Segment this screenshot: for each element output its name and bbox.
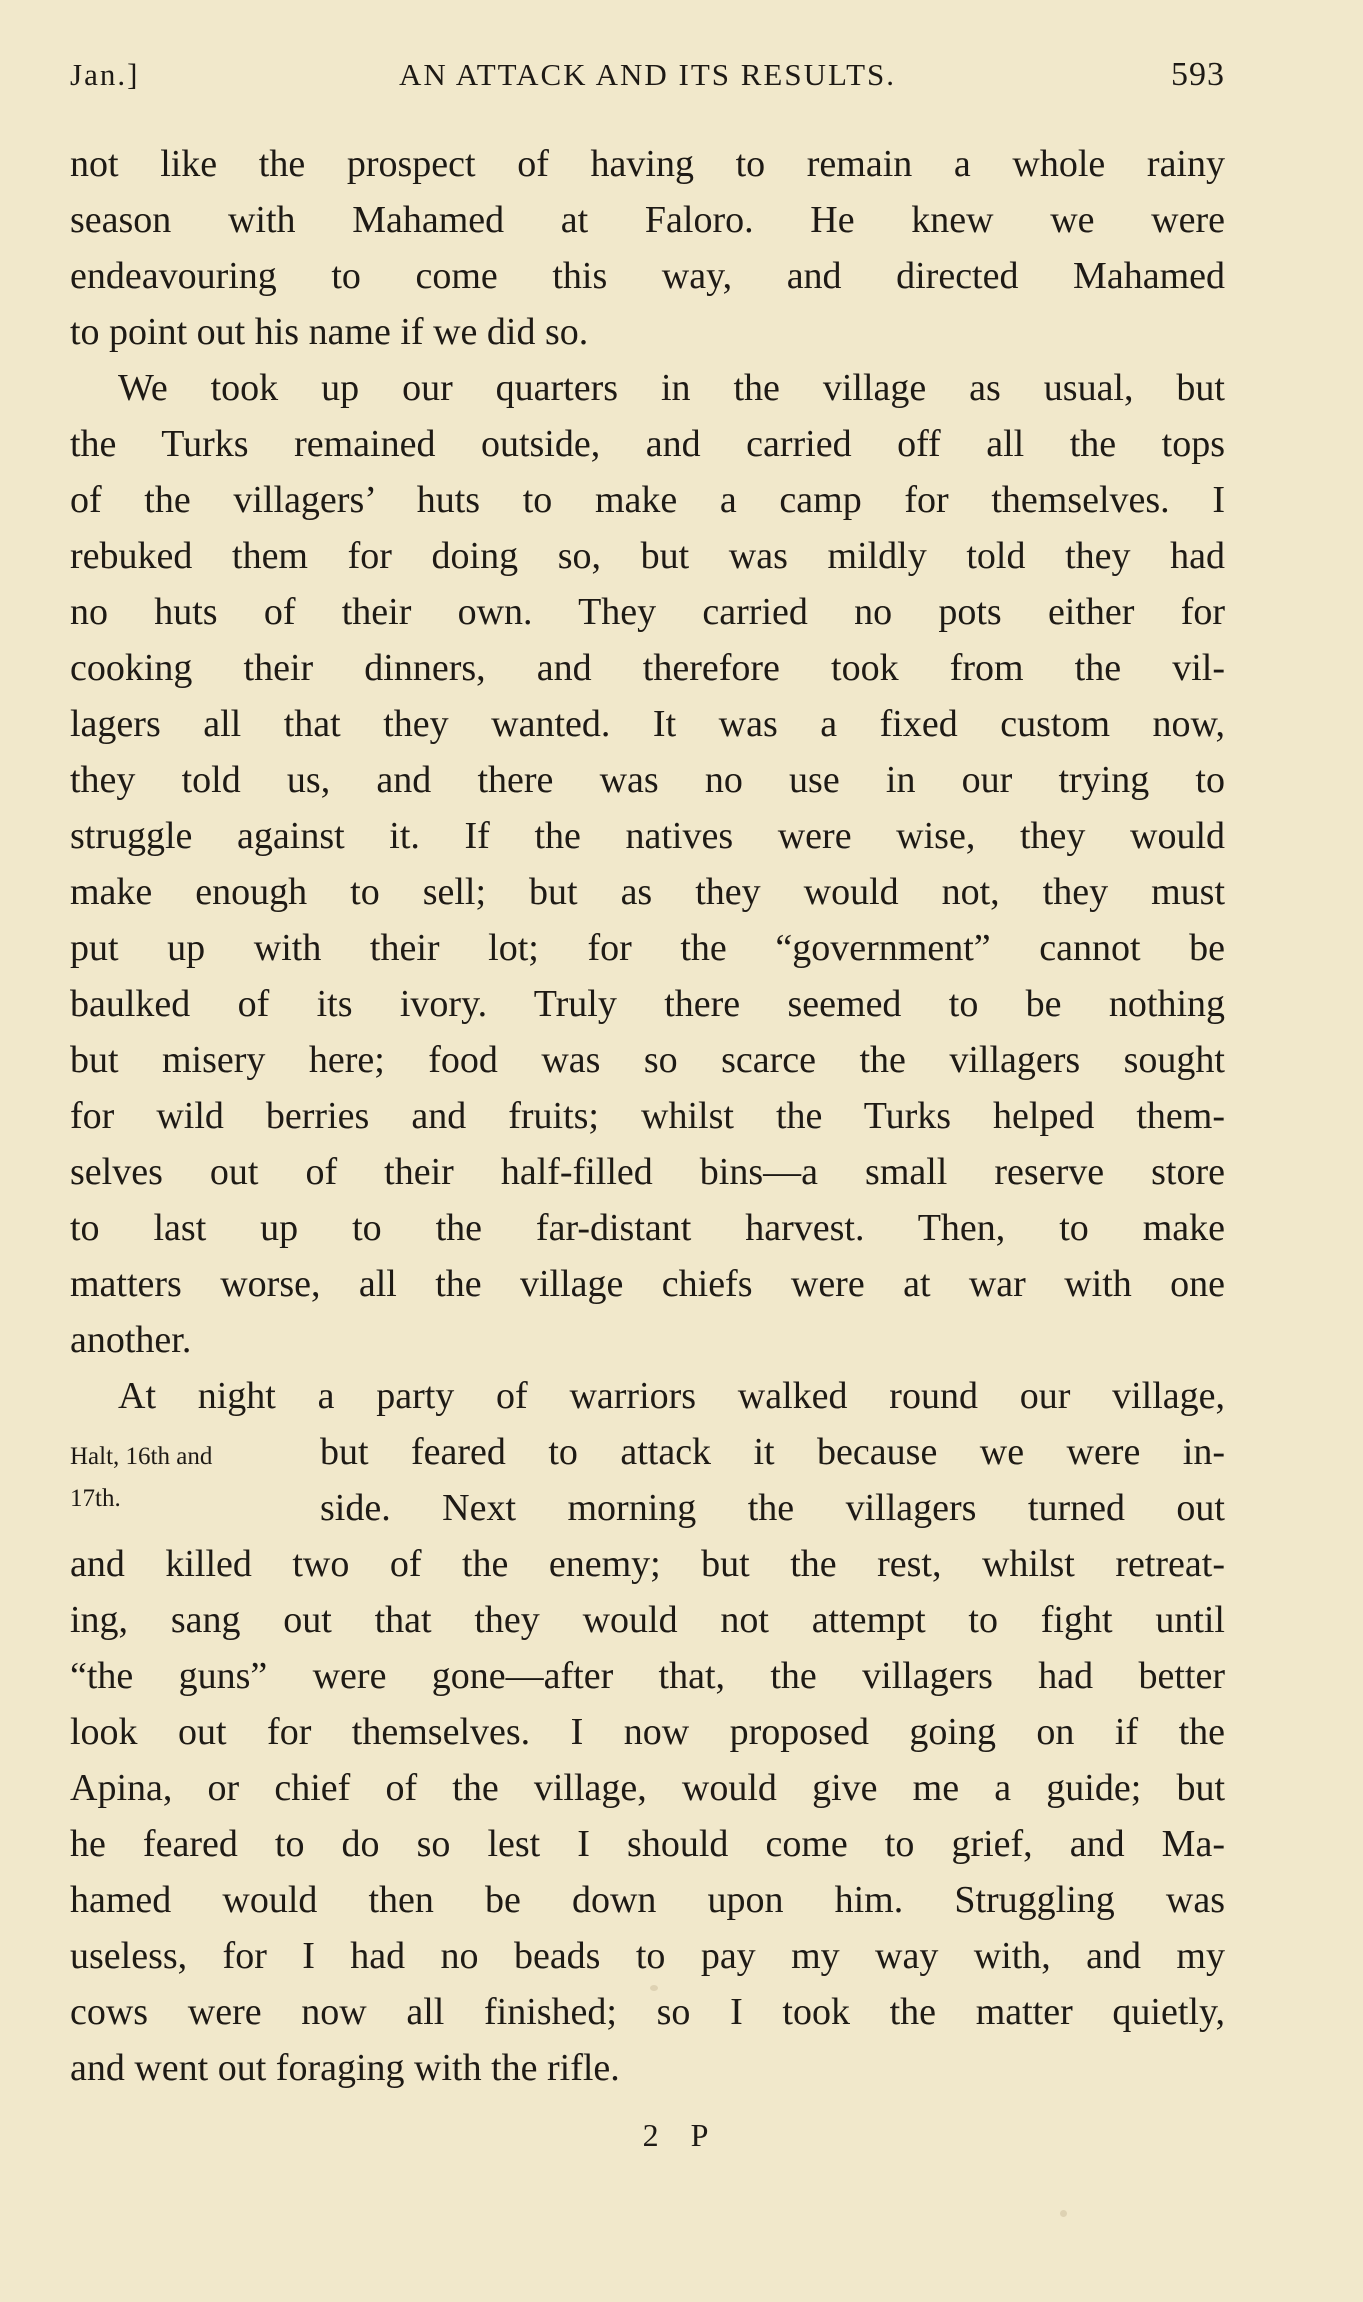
text-line: cows were now all finished; so I took the matter quietly, [70,1991,1225,2033]
paper-blemish [1060,2210,1067,2217]
text-line: baulked of its ivory. Truly there seemed to be nothing [70,983,1225,1025]
text-line: ing, sang out that they would not attempt to fight until [70,1599,1225,1641]
text-line: and killed two of the enemy; but the rest, whilst retreat- [70,1543,1225,1585]
text-line: the Turks remained outside, and carried off all the tops [70,423,1225,465]
paragraph-start-line: At night a party of warriors walked round our village, [118,1375,1225,1417]
text-line: no huts of their own. They carried no pots either for [70,591,1225,633]
text-line: season with Mahamed at Faloro. He knew we were [70,199,1225,241]
text-line: look out for themselves. I now proposed going on if the [70,1711,1225,1753]
running-head [70,50,1225,100]
body-text [70,136,1225,2096]
text-line: not like the prospect of having to remain a whole rainy [70,143,1225,185]
text-line: useless, for I had no beads to pay my way with, and my [70,1935,1225,1977]
text-line: matters worse, all the village chiefs were at war with one [70,1263,1225,1305]
text-line: hamed would then be down upon him. Struggling was [70,1879,1225,1921]
text-line: Apina, or chief of the village, would give me a guide; but [70,1767,1225,1809]
text-line: another. [70,1319,192,1361]
text-line: he feared to do so lest I should come to grief, and Ma- [70,1823,1225,1865]
text-line: endeavouring to come this way, and directed Mahamed [70,255,1225,297]
text-line: struggle against it. If the natives were wise, they would [70,815,1225,857]
margin-note [70,1436,270,1520]
margin-note-line: 17th. [70,1485,121,1512]
text-line: put up with their lot; for the “government” cannot be [70,927,1225,969]
text-line: for wild berries and fruits; whilst the Turks helped them- [70,1095,1225,1137]
text-line: “the guns” were gone—after that, the villagers had better [70,1655,1225,1697]
running-head-title: AN ATTACK AND ITS RESULTS. [398,57,897,92]
margin-note-line: Halt, 16th and [70,1443,213,1470]
text-line: of the villagers’ huts to make a camp for themselves. I [70,479,1225,521]
text-line: to last up to the far-distant harvest. Then, to make [70,1207,1225,1249]
text-line: rebuked them for doing so, but was mildly told they had [70,535,1225,577]
text-line: and went out foraging with the rifle. [70,2047,620,2089]
text-line: but feared to attack it because we were in- [320,1431,1225,1473]
running-head-month: Jan.] [70,57,140,92]
text-line: but misery here; food was so scarce the villagers sought [70,1039,1225,1081]
text-line: make enough to sell; but as they would not, they must [70,871,1225,913]
page-number: 593 [1171,56,1225,93]
text-line: selves out of their half-filled bins—a small reserve store [70,1151,1225,1193]
text-line: they told us, and there was no use in our trying to [70,759,1225,801]
text-line: lagers all that they wanted. It was a fixed custom now, [70,703,1225,745]
text-line: to point out his name if we did so. [70,311,589,353]
text-line: cooking their dinners, and therefore took from the vil- [70,647,1225,689]
text-line: side. Next morning the villagers turned out [320,1487,1225,1529]
printer-signature: 2 P [642,2117,721,2153]
paragraph-start-line: We took up our quarters in the village as usual, but [118,367,1225,409]
